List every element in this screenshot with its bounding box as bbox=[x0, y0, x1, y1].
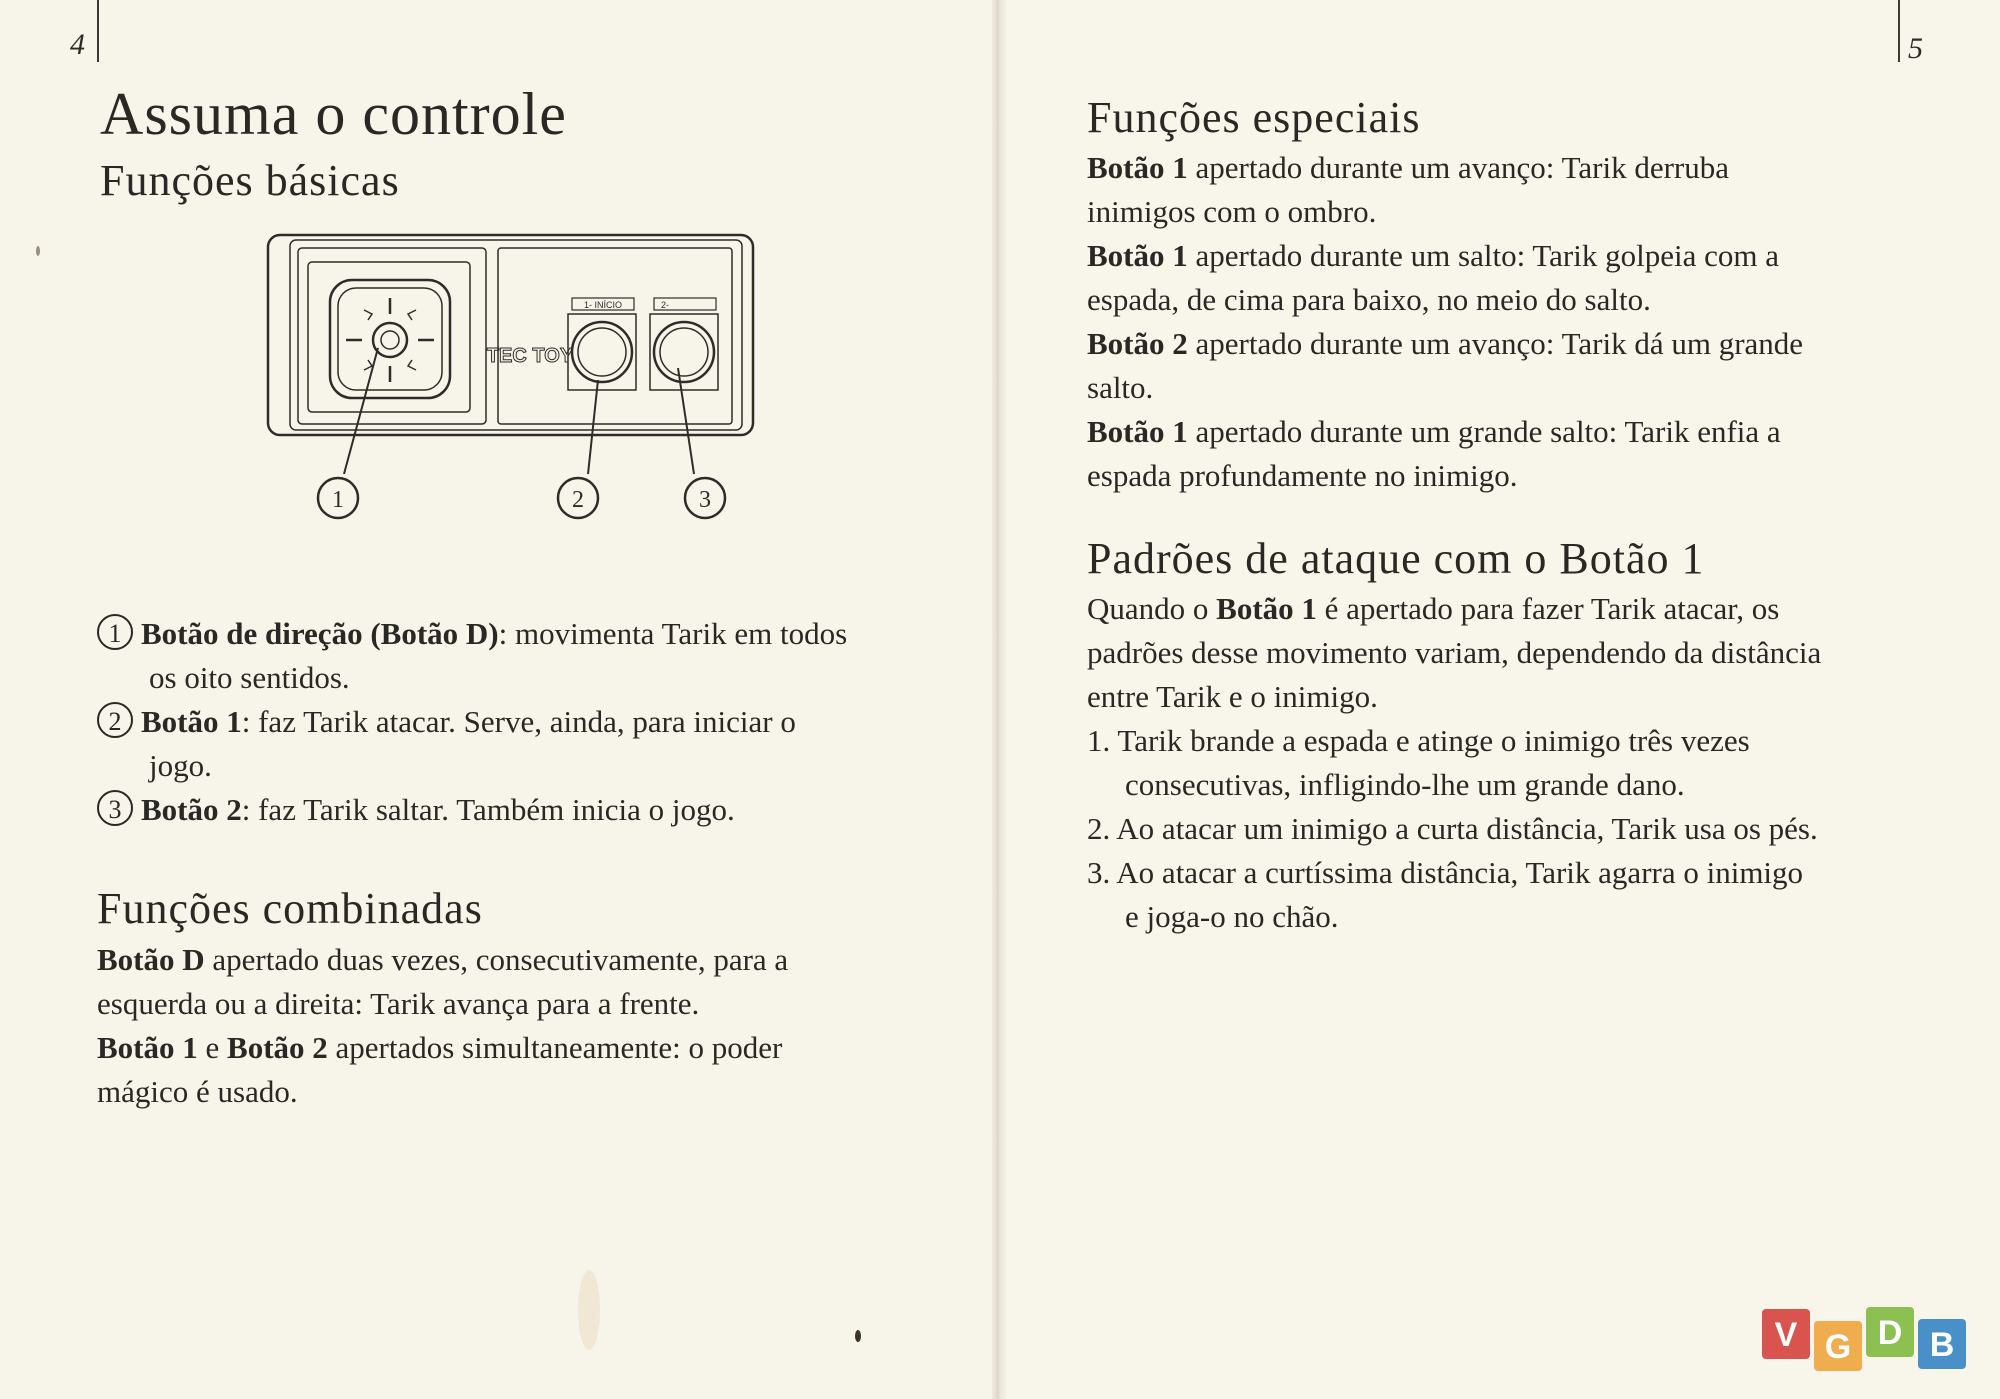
list-item bbox=[1087, 851, 1821, 895]
right-margin-rule bbox=[1898, 0, 1900, 62]
paragraph-line bbox=[97, 938, 788, 982]
paragraph-line: espada profundamente no inimigo. bbox=[1087, 458, 1518, 493]
paragraph-line bbox=[1087, 587, 1821, 631]
text-bold: Botão 1 bbox=[1087, 238, 1188, 273]
text-bold: Botão 1 bbox=[1216, 591, 1317, 626]
item-continuation: os oito sentidos. bbox=[149, 660, 350, 695]
paragraph-line: padrões desse movimento variam, dependendo da distância bbox=[1087, 635, 1822, 670]
button2-label: 2- bbox=[661, 300, 670, 310]
list-item bbox=[97, 612, 847, 656]
button1-label: 1- INÍCIO bbox=[583, 300, 623, 310]
text-span: apertado durante um grande salto: Tarik enfia a bbox=[1187, 414, 1781, 449]
paragraph-line: entre Tarik e o inimigo. bbox=[1087, 679, 1378, 714]
item-bold: Botão 2 bbox=[141, 792, 242, 827]
text-bold: Botão 1 bbox=[97, 1030, 198, 1065]
section-heading-special: Funções especiais bbox=[1087, 93, 1421, 142]
text-bold: Botão D bbox=[97, 942, 205, 977]
paragraph-line bbox=[97, 1026, 788, 1070]
paragraph-line: inimigos com o ombro. bbox=[1087, 194, 1377, 229]
item-number: 2 bbox=[97, 702, 133, 738]
brand-logo: TEC TOY bbox=[486, 345, 574, 367]
text-span: apertado durante um avanço: Tarik dá um grande bbox=[1187, 326, 1804, 361]
callout-1: 1 bbox=[332, 487, 344, 513]
text-span: apertado durante um avanço: Tarik derruba bbox=[1187, 150, 1729, 185]
item-text: Ao atacar um inimigo a curta distância, Tarik usa os pés. bbox=[1116, 811, 1818, 846]
text-span: apertado duas vezes, consecutivamente, para a bbox=[204, 942, 789, 977]
item-text: Ao atacar a curtíssima distância, Tarik agarra o inimigo bbox=[1116, 855, 1804, 890]
item-text: : faz Tarik atacar. Serve, ainda, para iniciar o bbox=[241, 704, 796, 739]
text-span: é apertado para fazer Tarik atacar, os bbox=[1316, 591, 1780, 626]
vgdb-watermark-logo bbox=[1762, 1303, 1972, 1373]
paragraph-line: espada, de cima para baixo, no meio do salto. bbox=[1087, 282, 1651, 317]
left-margin-rule bbox=[97, 0, 99, 62]
item-bold: Botão de direção (Botão D) bbox=[141, 616, 499, 651]
text-bold: Botão 1 bbox=[1087, 150, 1188, 185]
paper-stain bbox=[578, 1270, 600, 1350]
basic-functions-list bbox=[97, 612, 847, 832]
text-bold: Botão 2 bbox=[227, 1030, 328, 1065]
logo-letter: G bbox=[1824, 1328, 1852, 1366]
text-span: apertados simultaneamente: o poder bbox=[327, 1030, 783, 1065]
item-continuation: jogo. bbox=[149, 748, 212, 783]
logo-letter: V bbox=[1774, 1316, 1798, 1354]
combined-functions-text bbox=[97, 938, 788, 1114]
section-heading-basic: Funções básicas bbox=[100, 156, 400, 205]
item-bold: Botão 1 bbox=[141, 704, 242, 739]
book-spine bbox=[992, 0, 1006, 1399]
section-heading-attack: Padrões de ataque com o Botão 1 bbox=[1087, 534, 1705, 583]
special-functions-text bbox=[1087, 146, 1803, 498]
paragraph-line: salto. bbox=[1087, 370, 1154, 405]
item-number: 3. bbox=[1087, 855, 1111, 890]
item-continuation: consecutivas, infligindo-lhe um grande dano. bbox=[1125, 767, 1685, 802]
item-text: : movimenta Tarik em todos bbox=[498, 616, 848, 651]
logo-letter: B bbox=[1929, 1326, 1955, 1364]
item-number: 3 bbox=[97, 790, 133, 826]
page-number-left: 4 bbox=[70, 28, 85, 61]
paper-speck bbox=[855, 1330, 861, 1342]
item-number: 1 bbox=[97, 614, 133, 650]
page-number-right: 5 bbox=[1908, 32, 1923, 65]
section-heading-combined: Funções combinadas bbox=[97, 884, 483, 933]
item-number: 2. bbox=[1087, 811, 1111, 846]
paragraph-line bbox=[1087, 410, 1803, 454]
list-item bbox=[1087, 719, 1821, 763]
list-item bbox=[1087, 807, 1821, 851]
list-item bbox=[97, 700, 847, 744]
paragraph-line: esquerda ou a direita: Tarik avança para a frente. bbox=[97, 986, 700, 1021]
text-bold: Botão 1 bbox=[1087, 414, 1188, 449]
paper-speck bbox=[36, 246, 40, 256]
callout-2: 2 bbox=[572, 487, 584, 513]
paragraph-line: mágico é usado. bbox=[97, 1074, 298, 1109]
text-span: Quando o bbox=[1087, 591, 1217, 626]
paragraph-line bbox=[1087, 322, 1803, 366]
attack-patterns-text bbox=[1087, 587, 1821, 939]
item-text: : faz Tarik saltar. Também inicia o jogo. bbox=[241, 792, 735, 827]
logo-letter: D bbox=[1877, 1314, 1903, 1352]
controller-diagram bbox=[258, 230, 758, 530]
paragraph-line bbox=[1087, 234, 1803, 278]
paragraph-line bbox=[1087, 146, 1803, 190]
list-item bbox=[97, 788, 847, 832]
item-number: 1. bbox=[1087, 723, 1111, 758]
page-title: Assuma o controle bbox=[100, 81, 567, 147]
text-span: apertado durante um salto: Tarik golpeia com a bbox=[1187, 238, 1779, 273]
text-span: e bbox=[197, 1030, 228, 1065]
item-text: Tarik brande a espada e atinge o inimigo três vezes bbox=[1117, 723, 1750, 758]
item-continuation: e joga-o no chão. bbox=[1125, 899, 1339, 934]
callout-3: 3 bbox=[699, 487, 711, 513]
text-bold: Botão 2 bbox=[1087, 326, 1188, 361]
